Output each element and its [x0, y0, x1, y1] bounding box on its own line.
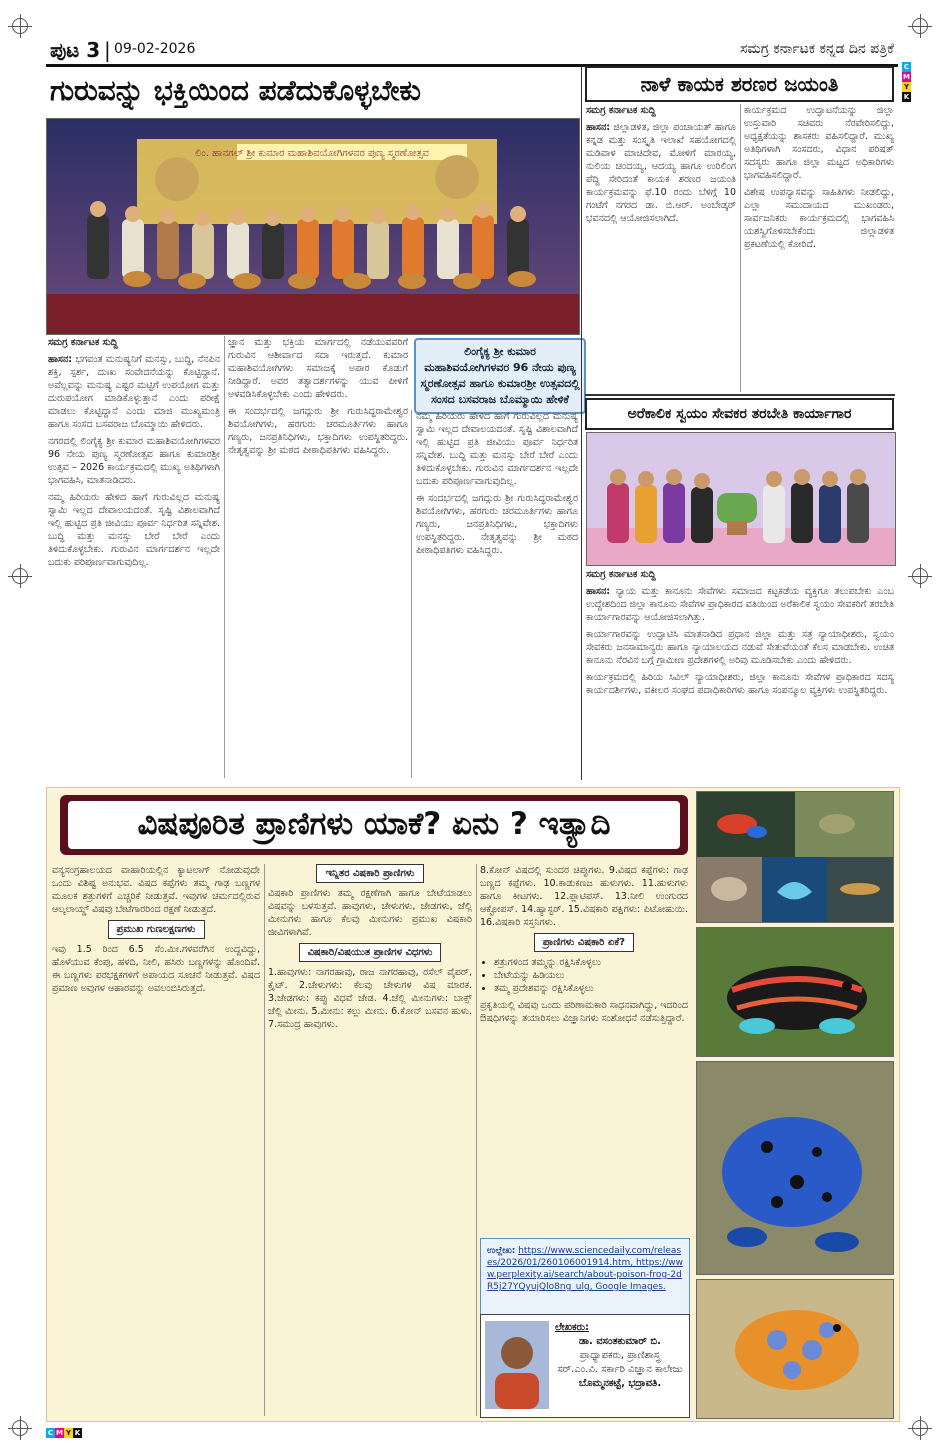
- reference-box: [480, 1238, 690, 1320]
- feature-title: ವಿಷಪೂರಿತ ಪ್ರಾಣಿಗಳು ಯಾಕೆ? ಏನು ? ಇತ್ಯಾದಿ: [68, 801, 680, 849]
- list-item: • ಬೇಟೆಯನ್ನು ಹಿಡಿಯಲು: [494, 969, 688, 982]
- column-rule: [264, 864, 265, 1416]
- feature-column-1: [52, 864, 260, 1416]
- cmyk-m: M: [56, 1429, 63, 1437]
- story1-pull-quote: ಲಿಂಗೈಕ್ಯ ಶ್ರೀ ಕುಮಾರ ಮಹಾಶಿವಯೋಗಿಗಳವರ 96 ನೇಯ ಪುಣ್ಯ ಸ್ಮರಣೋತ್ಸವ ಹಾಗೂ ಕುಮಾರಶ್ರೀ ಉತ್ಸವದಲ್ಲಿ ಸಂಸದ ಬಸವರಾಜ ಬೊಮ್ಮಾಯಿ ಹೇಳಿಕೆ: [414, 338, 586, 414]
- story3-paragraph: ಕಾರ್ಯಾಗಾರವನ್ನು ಉದ್ಘಾಟಿಸಿ ಮಾತನಾಡಿದ ಪ್ರಧಾನ ಜಿಲ್ಲಾ ಮತ್ತು ಸತ್ರ ನ್ಯಾಯಾಧೀಶರು, ಸ್ವಯಂ ಸೇವಕರು ಜನಸಾಮಾನ್ಯರು ಹಾಗೂ ನ್ಯಾಯಾಲಯದ ನಡುವೆ ಸೇತುವೆಯಂತೆ ಕೆಲಸ ಮಾಡಬೇಕು. ಉಚಿತ ಕಾನೂನು ನೆರವಿನ ಬಗ್ಗೆ ಗ್ರಾಮೀಣ ಪ್ರದೇಶಗಳಲ್ಲಿ ಅರಿವು ಮೂಡಿಸಬೇಕು ಎಂದು ಹೇಳಿದರು.: [586, 629, 894, 666]
- cmyk-bar-top: [902, 62, 911, 102]
- feature-section-text: ಇವು 1.5 ರಿಂದ 6.5 ಸೆಂ.ಮೀ.ಗಳವರೆಗಿನ ಉದ್ದವಿದ್ದು, ಹೊಳೆಯುವ ಕೆಂಪು, ಹಳದಿ, ನೀಲಿ, ಹಸಿರು ಬಣ್ಣಗಳನ್ನು ಹೊಂದಿವೆ. ಈ ಬಣ್ಣಗಳು ಪರಭಕ್ಷಕಗಳಿಗೆ ಅಪಾಯದ ಸೂಚನೆ ನೀಡುತ್ತವೆ. ವಿಷದ ಪ್ರಮಾಣ ಅವುಗಳ ಆಹಾರವನ್ನು ಅವಲಂಬಿಸಿರುತ್ತದೆ.: [52, 944, 260, 994]
- masthead-divider: |: [104, 38, 111, 62]
- section-heading-text: ಇನ್ನಿತರ ವಿಷಕಾರಿ ಪ್ರಾಣಿಗಳು: [316, 864, 423, 883]
- author-role: ಪ್ರಾಧ್ಯಾಪಕರು, ಪ್ರಾಣಿಶಾಸ್ತ್ರ: [579, 1350, 661, 1361]
- cmyk-k: K: [903, 93, 910, 101]
- page-number: ಪುಟ 3: [50, 38, 101, 62]
- section-heading-text: ವಿಷಕಾರಿ/ವಿಷಯುತ ಪ್ರಾಣಿಗಳ ವಿಧಗಳು: [299, 943, 442, 962]
- story3-paragraph: ನ್ಯಾಯ ಮತ್ತು ಕಾನೂನು ಸೇವೆಗಳು ಸಮಾಜದ ಕಟ್ಟಕಡೆಯ ವ್ಯಕ್ತಿಗೂ ತಲುಪಬೇಕು ಎಂಬ ಉದ್ದೇಶದಿಂದ ಜಿಲ್ಲಾ ಕಾನೂನು ಸೇವೆಗಳ ಪ್ರಾಧಿಕಾರದ ವತಿಯಿಂದ ಅರೆಕಾಲಿಕ ಸ್ವಯಂ ಸೇವಕರಿಗೆ ತರಬೇತಿ ಕಾರ್ಯಾಗಾರವನ್ನು ಆಯೋಜಿಸಲಾಗಿತ್ತು.: [586, 586, 894, 623]
- orange-frog-svg: [697, 1280, 893, 1418]
- reference-label: ಉಲ್ಲೇಖ:: [487, 1246, 516, 1256]
- author-college: ಸರ್.ಎಂ.ವಿ. ಸರ್ಕಾರಿ ವಿಜ್ಞಾನ ಕಾಲೇಜು: [557, 1364, 683, 1375]
- registration-mark-icon: [912, 18, 928, 34]
- feature-column-2: [268, 864, 472, 1416]
- paper-name: ಸಮಗ್ರ ಕರ್ನಾಟಕ ಕನ್ನಡ ದಿನ ಪತ್ರಿಕೆ: [740, 41, 894, 57]
- cmyk-k: K: [74, 1429, 81, 1437]
- registration-mark-icon: [912, 1420, 928, 1436]
- story2-byline: ಸಮಗ್ರ ಕರ್ನಾಟಕ ಸುದ್ದಿ: [586, 105, 656, 116]
- cmyk-bar-bottom: [46, 1428, 86, 1438]
- story1-byline: ಸಮಗ್ರ ಕರ್ನಾಟಕ ಸುದ್ದಿ: [48, 337, 118, 348]
- feature-title-box: [60, 795, 688, 855]
- section-heading-text: ಪ್ರಮುಖ ಗುಣಲಕ್ಷಣಗಳು: [108, 920, 205, 939]
- frog-photo-red: [696, 927, 894, 1057]
- story1-paragraph: ನಗರದಲ್ಲಿ ಲಿಂಗೈಕ್ಯ ಶ್ರೀ ಕುಮಾರ ಮಹಾಶಿವಯೋಗಿಗಳವರ 96 ನೇಯ ಪುಣ್ಯ ಸ್ಮರಣೋತ್ಸವ ಹಾಗೂ ಕುಮಾರಶ್ರೀ ಉತ್ಸವ – 2026 ಕಾರ್ಯಕ್ರಮದಲ್ಲಿ ಮುಖ್ಯ ಅತಿಥಿಗಳಾಗಿ ಭಾಗವಹಿಸಿ, ಮಾತನಾಡಿದರು.: [48, 436, 220, 486]
- frog-photo-orange: [696, 1279, 894, 1419]
- story2-column-1: [586, 104, 736, 392]
- author-box: [480, 1314, 690, 1418]
- author-name: ಡಾ. ವಸಂತಕುಮಾರ್ ಬಿ.: [579, 1336, 661, 1347]
- section-rule: [585, 394, 895, 396]
- masthead: [46, 36, 898, 67]
- training-photo-svg: [587, 433, 895, 565]
- story3-body: [586, 568, 894, 780]
- story1-column-1: [48, 336, 220, 778]
- feature-section-heading: [52, 920, 260, 939]
- registration-mark-icon: [12, 1420, 28, 1436]
- story1-column-2: [228, 336, 408, 778]
- story1-paragraph: ನಮ್ಮ ಹಿರಿಯರು ಹೇಳಿದ ಹಾಗೆ ಗುರುವಿಲ್ಲದ ಮನುಷ್ಯ ಸ್ವಾಮಿ ಇಲ್ಲದ ದೇವಾಲಯದಂತೆ. ಸೃಷ್ಟಿ ವಿಶಾಲವಾಗಿದೆ ಇಲ್ಲಿ ಹುಟ್ಟಿದ ಪ್ರತಿ ಜೀವಿಯು ಪೂರ್ವ ನಿರ್ಧರಿತ ಸನ್ನಿವೇಶ. ಬುದ್ಧಿ ಮತ್ತು ಮನಸ್ಸು ಬೇರೆ ಬೇರೆ ಎಂದು ತಿಳಿದುಕೊಳ್ಳಬೇಕು. ಗುರುವಿನ ಮಾರ್ಗದರ್ಶನ ಇಲ್ಲದೇ ಬದುಕು ಪರಿಪೂರ್ಣವಾಗುವುದಿಲ್ಲ.: [416, 411, 578, 487]
- feature-section-text: 1.ಹಾವುಗಳು: ನಾಗರಹಾವು, ರಾಜ ನಾಗರಹಾವು, ರಸೆಲ್ ವೈಪರ್, ಕ್ರೈಟ್. 2.ಚೇಳುಗಳು: ಕೆಲವು ಚೇಳುಗಳ ವಿಷ ಮಾರಕ. 3.ಜೇಡಗಳು: ಕಪ್ಪು ವಿಧವೆ ಜೇಡ. 4.ಜೆಲ್ಲಿ ಮೀನುಗಳು: ಬಾಕ್ಸ್ ಜೆಲ್ಲಿ ಮೀನು. 5.ಮೀನು: ಕಲ್ಲು ಮೀನು. 6.ಕೋನ್ ಬಸವನ ಹುಳು. 7.ಸಮುದ್ರ ಹಾವುಗಳು.: [268, 967, 472, 1030]
- column-rule: [224, 336, 225, 778]
- ceremony-photo-svg: [47, 119, 579, 334]
- issue-date: 09-02-2026: [114, 41, 196, 57]
- feature-section-heading: [268, 943, 472, 962]
- list-item: • ತಮ್ಮ ಪ್ರದೇಶವನ್ನು ರಕ್ಷಿಸಿಕೊಳ್ಳಲು: [494, 982, 688, 995]
- author-info: [555, 1321, 685, 1391]
- section-heading-text: ಪ್ರಾಣಿಗಳು ವಿಷಕಾರಿ ಏಕೆ?: [534, 933, 634, 952]
- story3-headline: ಅರೆಕಾಲಿಕ ಸ್ವಯಂ ಸೇವಕರ ತರಬೇತಿ ಕಾರ್ಯಾಗಾರ: [585, 398, 894, 430]
- frog-photo-blue: [696, 1061, 894, 1275]
- registration-mark-icon: [912, 568, 928, 584]
- author-place: ಬೊಮ್ಮನಕಟ್ಟೆ, ಭದ್ರಾವತಿ.: [578, 1378, 662, 1389]
- frog-thumbnails: [696, 791, 894, 923]
- author-portrait-svg: [485, 1321, 549, 1409]
- reference-links[interactable]: https://www.sciencedaily.com/releases/2026/01/260106001914.htm, https://www.perplexity.ai/search/about-poison-frog-2dR5j27YQyujQlo8ng_ulg, Google Images.: [487, 1246, 683, 1292]
- feature-intro: ವನ್ಯಸಂಗ್ರಹಾಲಯದ ವಾಹಾರಿಯಲ್ಲಿನ ಕ್ಯಾಟಲಾಗ್ ನೋಡುವುದೇ ಒಂದು ವಿಶಿಷ್ಟ ಅನುಭವ. ವಿಷದ ಕಪ್ಪೆಗಳು ತಮ್ಮ ಗಾಢ ಬಣ್ಣಗಳ ಮೂಲಕ ಶತ್ರುಗಳಿಗೆ ಎಚ್ಚರಿಕೆ ನೀಡುತ್ತವೆ. ಇವುಗಳ ಚರ್ಮದಲ್ಲಿರುವ ಆಲ್ಕಲಾಯ್ಡ್ ವಿಷವು ಬೇಟೆಗಾರರಿಂದ ರಕ್ಷಣೆ ನೀಡುತ್ತದೆ.: [52, 865, 260, 915]
- cmyk-m: M: [903, 73, 910, 81]
- story2-paragraph: ವಿಶೇಷ ಉಪನ್ಯಾಸವನ್ನು ಸಾಹಿತಿಗಳು ನೀಡಲಿದ್ದು, ಎಲ್ಲಾ ಸಮುದಾಯದ ಮುಖಂಡರು, ಸಾರ್ವಜನಿಕರು ಕಾರ್ಯಕ್ರಮದಲ್ಲಿ ಭಾಗವಹಿಸಿ ಯಶಸ್ವಿಗೊಳಿಸಬೇಕೆಂದು ಜಿಲ್ಲಾಡಳಿತ ಪ್ರಕಟಣೆಯಲ್ಲಿ ಕೋರಿದೆ.: [744, 187, 894, 250]
- story1-paragraph: ಜ್ಞಾನ ಮತ್ತು ಭಕ್ತಿಯ ಮಾರ್ಗದಲ್ಲಿ ನಡೆಯುವವರಿಗೆ ಗುರುವಿನ ಆಶೀರ್ವಾದ ಸದಾ ಇರುತ್ತದೆ. ಕುಮಾರ ಮಹಾಶಿವಯೋಗಿಗಳು ಸಮಾಜಕ್ಕೆ ಅಪಾರ ಕೊಡುಗೆ ನೀಡಿದ್ದಾರೆ. ಅವರ ತತ್ವಾದರ್ಶಗಳನ್ನು ಯುವ ಪೀಳಿಗೆ ಅಳವಡಿಸಿಕೊಳ್ಳಬೇಕು ಎಂದು ಹೇಳಿದರು.: [228, 337, 408, 400]
- story1-paragraph: ಭಗವಂತ ಮನುಷ್ಯನಿಗೆ ಮನಸ್ಸು, ಬುದ್ಧಿ, ನೆನಪಿನ ಶಕ್ತಿ, ಸ್ಪರ್ಶ, ದುಃಖ ಸಂವೇದನೆಯನ್ನು ಕೊಟ್ಟಿದ್ದಾನೆ. ಅವೆಲ್ಲವನ್ನು ಮನುಷ್ಯ ಎಷ್ಟರ ಮಟ್ಟಿಗೆ ಉಪಯೋಗ ಮತ್ತು ದುರುಪಯೋಗ ಮಾಡಿಕೊಳ್ಳುತ್ತಾನೆ ಎಂದು ಪರೀಕ್ಷೆ ಮಾಡಲು ಕೊಟ್ಟಿದ್ದಾನೆ ಎಂದು ಮಾಜಿ ಮುಖ್ಯಮಂತ್ರಿ ಹಾಗೂ ಸಂಸದ ಬಸವರಾಜ ಬೊಮ್ಮಾಯಿ ಹೇಳಿದರು.: [48, 354, 220, 430]
- story1-photo: [46, 118, 580, 335]
- story3-paragraph: ಕಾರ್ಯಕ್ರಮದಲ್ಲಿ ಹಿರಿಯ ಸಿವಿಲ್ ನ್ಯಾಯಾಧೀಶರು, ಜಿಲ್ಲಾ ಕಾನೂನು ಸೇವೆಗಳ ಪ್ರಾಧಿಕಾರದ ಸದಸ್ಯ ಕಾರ್ಯದರ್ಶಿಗಳು, ವಕೀಲರ ಸಂಘದ ಪದಾಧಿಕಾರಿಗಳು ಹಾಗೂ ಸಂಪನ್ಮೂಲ ವ್ಯಕ್ತಿಗಳು ಉಪಸ್ಥಿತರಿದ್ದರು.: [586, 672, 894, 696]
- feature-column-3: [480, 864, 688, 1234]
- column-rule: [476, 864, 477, 1416]
- banner-text: ಲಿಂ. ಹಾನಗಲ್ ಶ್ರೀ ಕುಮಾರ ಮಹಾಶಿವಯೋಗಿಗಳವರ ಪುಣ್ಯ ಸ್ಮರಣೋತ್ಸವ: [195, 148, 429, 159]
- story1-paragraph: ಈ ಸಂದರ್ಭದಲ್ಲಿ ಜಗದ್ಗುರು ಶ್ರೀ ಗುರುಸಿದ್ಧರಾಮೇಶ್ವರ ಶಿವಯೋಗಿಗಳು, ಹರಗುರು ಚರಮೂರ್ತಿಗಳು ಹಾಗೂ ಗಣ್ಯರು, ಜನಪ್ರತಿನಿಧಿಗಳು, ಭಕ್ತಾದಿಗಳು ಉಪಸ್ಥಿತರಿದ್ದರು. ನೇತೃತ್ವವನ್ನು ಶ್ರೀ ಮಠದ ಪೀಠಾಧಿಪತಿಗಳು ವಹಿಸಿದ್ದರು.: [228, 406, 408, 456]
- feature-section-text: ವಿಷಕಾರಿ ಪ್ರಾಣಿಗಳು ತಮ್ಮ ರಕ್ಷಣೆಗಾಗಿ ಹಾಗೂ ಬೇಟೆಯಾಡಲು ವಿಷವನ್ನು ಬಳಸುತ್ತವೆ. ಹಾವುಗಳು, ಚೇಳುಗಳು, ಜೇಡಗಳು, ಜೆಲ್ಲಿ ಮೀನುಗಳು ಹಾಗೂ ಕೆಲವು ಮೀನುಗಳು ಪ್ರಮುಖ ವಿಷಕಾರಿ ಜೀವಿಗಳಾಗಿವೆ.: [268, 888, 472, 938]
- story1-paragraph: ಈ ಸಂದರ್ಭದಲ್ಲಿ ಜಗದ್ಗುರು ಶ್ರೀ ಗುರುಸಿದ್ಧರಾಮೇಶ್ವರ ಶಿವಯೋಗಿಗಳು, ಹರಗುರು ಚರಮೂರ್ತಿಗಳು ಹಾಗೂ ಗಣ್ಯರು, ಜನಪ್ರತಿನಿಧಿಗಳು, ಭಕ್ತಾದಿಗಳು ಉಪಸ್ಥಿತರಿದ್ದರು. ನೇತೃತ್ವವನ್ನು ಶ್ರೀ ಮಠದ ಪೀಠಾಧಿಪತಿಗಳು ವಹಿಸಿದ್ದರು.: [416, 493, 578, 556]
- story2-paragraph: ಕಾರ್ಯಕ್ರಮದ ಉದ್ಘಾಟನೆಯನ್ನು ಜಿಲ್ಲಾ ಉಸ್ತುವಾರಿ ಸಚಿವರು ನೆರವೇರಿಸಲಿದ್ದು, ಅಧ್ಯಕ್ಷತೆಯನ್ನು ಶಾಸಕರು ವಹಿಸಲಿದ್ದಾರೆ. ಮುಖ್ಯ ಅತಿಥಿಗಳಾಗಿ ಸಂಸದರು, ವಿಧಾನ ಪರಿಷತ್ ಸದಸ್ಯರು ಹಾಗೂ ಜಿಲ್ಲಾ ಮಟ್ಟದ ಅಧಿಕಾರಿಗಳು ಭಾಗವಹಿಸಲಿದ್ದಾರೆ.: [744, 105, 894, 181]
- cmyk-y: Y: [903, 83, 910, 91]
- red-frog-svg: [697, 928, 893, 1056]
- story1-paragraph: ನಮ್ಮ ಹಿರಿಯರು ಹೇಳಿದ ಹಾಗೆ ಗುರುವಿಲ್ಲದ ಮನುಷ್ಯ ಸ್ವಾಮಿ ಇಲ್ಲದ ದೇವಾಲಯದಂತೆ. ಸೃಷ್ಟಿ ವಿಶಾಲವಾಗಿದೆ ಇಲ್ಲಿ ಹುಟ್ಟಿದ ಪ್ರತಿ ಜೀವಿಯು ಪೂರ್ವ ನಿರ್ಧರಿತ ಸನ್ನಿವೇಶ. ಬುದ್ಧಿ ಮತ್ತು ಮನಸ್ಸು ಬೇರೆ ಬೇರೆ ಎಂದು ತಿಳಿದುಕೊಳ್ಳಬೇಕು. ಗುರುವಿನ ಮಾರ್ಗದರ್ಶನ ಇಲ್ಲದೇ ಬದುಕು ಪರಿಪೂರ್ಣವಾಗುವುದಿಲ್ಲ.: [48, 492, 220, 568]
- cmyk-y: Y: [65, 1429, 72, 1437]
- cmyk-c: C: [903, 63, 910, 71]
- registration-mark-icon: [12, 568, 28, 584]
- story1-place: ಹಾಸನ:: [48, 354, 73, 365]
- frog-collage-svg: [697, 792, 893, 922]
- blue-frog-svg: [697, 1062, 893, 1274]
- story3-place: ಹಾಸನ:: [586, 586, 611, 597]
- story3-byline: ಸಮಗ್ರ ಕರ್ನಾಟಕ ಸುದ್ದಿ: [586, 569, 656, 580]
- story2-column-2: [744, 104, 894, 392]
- cmyk-c: C: [47, 1429, 54, 1437]
- author-avatar: [485, 1321, 549, 1409]
- feature-sidelist: 8.ಕೋನ್ ವಿಷದಲ್ಲಿ ಸುಂದರ ಚಿಪ್ಪುಗಳು. 9.ವಿಷದ ಕಪ್ಪೆಗಳು: ಗಾಢ ಬಣ್ಣದ ಕಪ್ಪೆಗಳು. 10.ಕಾಡುಕಣಜ ಹುಳುಗಳು. 11.ಹುಳುಗಳು ಹಾಗೂ ಕೀಟಗಳು. 12.ಪ್ಲಾಟಿಪಸ್. 13.ನೀಲಿ ಉಂಗುರದ ಆಕ್ಟೋಪಸ್. 14.ಹ್ಯಾಸ್ಟರ್. 15.ವಿಷಕಾರಿ ಪಕ್ಷಿಗಳು: ಪಿಟೋಹುಯಿ. 16.ವಿಷಕಾರಿ ಸಸ್ತನಿಗಳು.: [480, 865, 688, 928]
- story2-headline: ನಾಳೆ ಕಾಯಕ ಶರಣರ ಜಯಂತಿ: [585, 66, 894, 102]
- list-item: • ಶತ್ರುಗಳಿಂದ ತಮ್ಮನ್ನು ರಕ್ಷಿಸಿಕೊಳ್ಳಲು: [494, 956, 688, 969]
- story3-photo: [586, 432, 896, 566]
- feature-why-heading: [480, 933, 688, 952]
- column-rule: [740, 104, 741, 392]
- section-divider: [581, 66, 582, 780]
- story2-paragraph: ಜಿಲ್ಲಾಡಳಿತ, ಜಿಲ್ಲಾ ಪಂಚಾಯತ್ ಹಾಗೂ ಕನ್ನಡ ಮತ್ತು ಸಂಸ್ಕೃತಿ ಇಲಾಖೆ ಸಹಯೋಗದಲ್ಲಿ ಮಡಿವಾಳ ಮಾಚಿದೇವ, ಮೋಳಿಗೆ ಮಾರಯ್ಯ, ನುಲಿಯ ಚಂದಯ್ಯ, ಆದಯ್ಯ ಹಾಗೂ ಉರಿಲಿಂಗ ಪೆದ್ದಿ ಸೇರಿದಂತೆ ಕಾಯಕ ಶರಣರ ಜಯಂತಿ ಕಾರ್ಯಕ್ರಮವನ್ನು ಫೆ.10 ರಂದು ಬೆಳಿಗ್ಗೆ 10 ಗಂಟೆಗೆ ನಗರದ ಡಾ. ಬಿ.ಆರ್. ಅಂಬೇಡ್ಕರ್ ಭವನದಲ್ಲಿ ಆಯೋಜಿಸಲಾಗಿದೆ.: [586, 122, 736, 224]
- column-rule: [411, 410, 412, 778]
- story2-place: ಹಾಸನ:: [586, 122, 611, 133]
- author-label: ಲೇಖಕರು:: [555, 1322, 590, 1333]
- registration-mark-icon: [12, 18, 28, 34]
- feature-section-heading: [268, 864, 472, 883]
- feature-why-text: ಪ್ರಕೃತಿಯಲ್ಲಿ ವಿಷವು ಒಂದು ಪರಿಣಾಮಕಾರಿ ಸಾಧನವಾಗಿದ್ದು, ಇದರಿಂದ ಔಷಧಿಗಳನ್ನು ತಯಾರಿಸಲು ವಿಜ್ಞಾನಿಗಳು ಸಂಶೋಧನೆ ನಡೆಸುತ್ತಿದ್ದಾರೆ.: [480, 1000, 688, 1024]
- why-list: [494, 956, 688, 995]
- story1-column-3: [416, 410, 578, 778]
- story1-headline: ಗುರುವನ್ನು ಭಕ್ತಿಯಿಂದ ಪಡೆದುಕೊಳ್ಳಬೇಕು: [50, 74, 421, 107]
